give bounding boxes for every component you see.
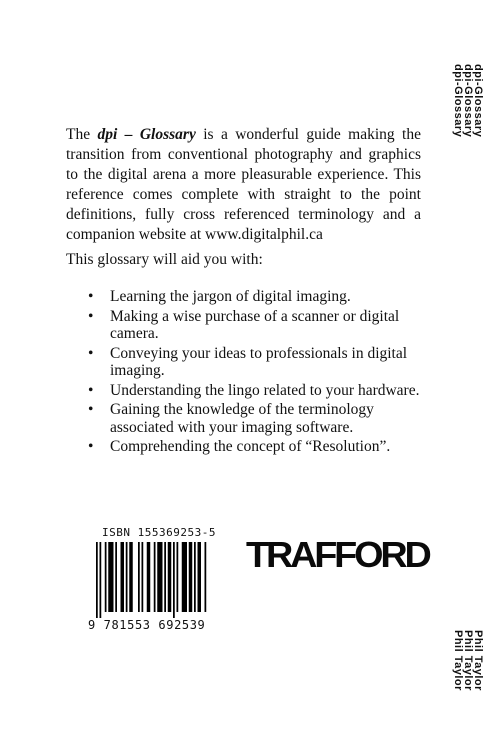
list-item: [88, 382, 420, 400]
spine-title-line: dpi-Glossary: [472, 64, 484, 138]
bullet-icon: •: [88, 288, 94, 305]
benefit-list: [88, 288, 420, 458]
spine-author-line: Phil Taylor: [462, 630, 474, 691]
bullet-intro: This glossary will aid you with:: [66, 251, 263, 268]
description-prefix: The: [66, 126, 98, 143]
description-paragraph: [66, 125, 421, 245]
list-item-text: Gaining the knowledge of the terminology associated with your imaging software.: [110, 401, 374, 436]
isbn-label: ISBN 155369253-5: [102, 526, 216, 539]
book-description: [66, 125, 421, 245]
bullet-icon: •: [88, 438, 94, 455]
bullet-icon: •: [88, 401, 94, 418]
list-item-text: Understanding the lingo related to your hardware.: [110, 381, 420, 399]
bullet-icon: •: [88, 307, 94, 325]
bullet-icon: •: [88, 381, 94, 399]
spine-title-line: dpi-Glossary: [452, 64, 464, 138]
list-item: [88, 308, 420, 343]
spine-author: [450, 630, 483, 691]
spine-title-line: dpi-Glossary: [462, 64, 474, 138]
list-item-text: Comprehending the concept of “Resolution”.: [110, 438, 391, 455]
list-item-text: Learning the jargon of digital imaging.: [110, 288, 351, 305]
list-item: [88, 288, 420, 306]
bullet-icon: •: [88, 344, 94, 362]
spine-author-line: Phil Taylor: [472, 630, 484, 691]
list-item: [88, 345, 420, 380]
book-title: dpi – Glossary: [97, 126, 196, 143]
list-item: [88, 401, 420, 436]
description-text: is a wonderful guide making the transition from conventional photography and graphics to the digital arena a more pleasurable experience. This reference comes complete with straight to the point definitions, fully cross referenced terminology and a companion website at www.digitalphil.ca: [66, 126, 421, 243]
isbn-digits: 9 781553 692539: [88, 618, 206, 632]
list-item-text: Making a wise purchase of a scanner or digital camera.: [110, 307, 400, 342]
spine-author-line: Phil Taylor: [452, 630, 464, 691]
barcode-icon: [96, 542, 208, 618]
isbn-barcode-block: [88, 526, 218, 636]
list-item-text: Conveying your ideas to professionals in digital imaging.: [110, 344, 408, 379]
publisher-logo: TRAFFORD: [246, 534, 429, 575]
list-item: [88, 438, 420, 456]
spine-title: [450, 64, 483, 137]
